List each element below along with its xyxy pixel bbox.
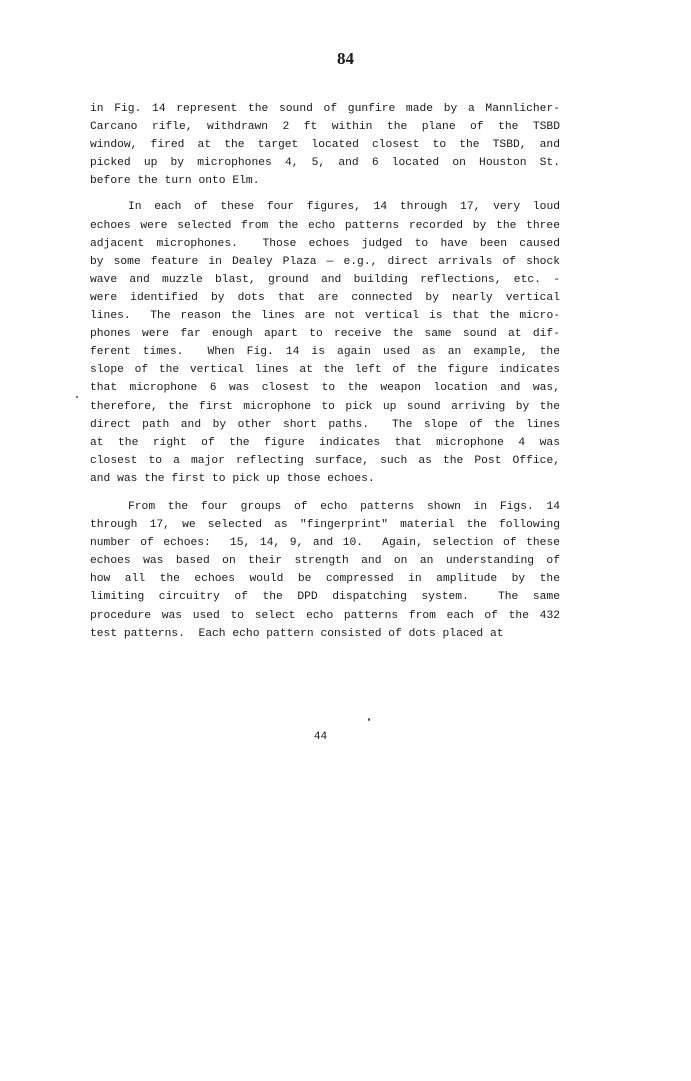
text-line: and was the first to pick up those echoes.	[90, 472, 375, 485]
text-line: direct path and by other short paths. The slope of the lines	[90, 418, 560, 431]
paragraph-3	[90, 498, 560, 643]
text-line: window, fired at the target located closest to the TSBD, and	[90, 139, 560, 152]
text-line: slope of the vertical lines at the left of the figure indicates	[90, 364, 560, 377]
paragraph-gap	[90, 488, 560, 498]
text-line: were identified by dots that are connected by nearly vertical	[90, 291, 560, 304]
footer-page-number: 44	[313, 731, 328, 743]
text-line: therefore, the first microphone to pick up sound arriving by the	[90, 400, 560, 413]
text-line: phones were far enough apart to receive the same sound at dif-	[90, 328, 560, 341]
paragraph-gap	[90, 190, 560, 198]
text-line: before the turn onto Elm.	[90, 175, 260, 188]
scan-speck	[76, 396, 78, 398]
page-number: 84	[337, 49, 354, 68]
text-line: through 17, we selected as "fingerprint" material the following	[90, 519, 560, 532]
text-line: in Fig. 14 represent the sound of gunfire made by a Mannlicher-	[90, 103, 560, 115]
text-line: echoes were selected from the echo patterns recorded by the three	[90, 219, 560, 232]
text-line: adjacent microphones. Those echoes judged to have been caused	[90, 237, 560, 250]
paragraph-2	[90, 198, 560, 488]
text-line: From the four groups of echo patterns shown in Figs. 14	[128, 500, 560, 513]
text-line: picked up by microphones 4, 5, and 6 located on Houston St.	[90, 157, 560, 170]
text-line: lines. The reason the lines are not vertical is that the micro-	[90, 310, 560, 323]
text-line: limiting circuitry of the DPD dispatching system. The same	[90, 591, 560, 604]
paragraph-1	[90, 100, 560, 190]
text-line: number of echoes: 15, 14, 9, and 10. Again, selection of these	[90, 537, 560, 550]
text-line: at the right of the figure indicates that microphone 4 was	[90, 436, 560, 449]
text-line: that microphone 6 was closest to the weapon location and was,	[90, 382, 560, 395]
text-line: echoes was based on their strength and on an understanding of	[90, 555, 560, 568]
text-line: by some feature in Dealey Plaza — e.g., direct arrivals of shock	[90, 255, 560, 268]
text-line: wave and muzzle blast, ground and building reflections, etc. -	[90, 273, 560, 286]
text-line: In each of these four figures, 14 through 17, very loud	[128, 201, 560, 214]
text-line: test patterns. Each echo pattern consisted of dots placed at	[90, 627, 504, 640]
text-line: how all the echoes would be compressed in amplitude by the	[90, 573, 560, 586]
text-line: ferent times. When Fig. 14 is again used as an example, the	[90, 346, 560, 359]
text-line: closest to a major reflecting surface, such as the Post Office,	[90, 454, 560, 467]
text-line: Carcano rifle, withdrawn 2 ft within the plane of the TSBD	[90, 121, 560, 134]
text-line: procedure was used to select echo patterns from each of the 432	[90, 609, 560, 622]
scan-speck	[368, 718, 370, 721]
body-text	[90, 100, 560, 643]
